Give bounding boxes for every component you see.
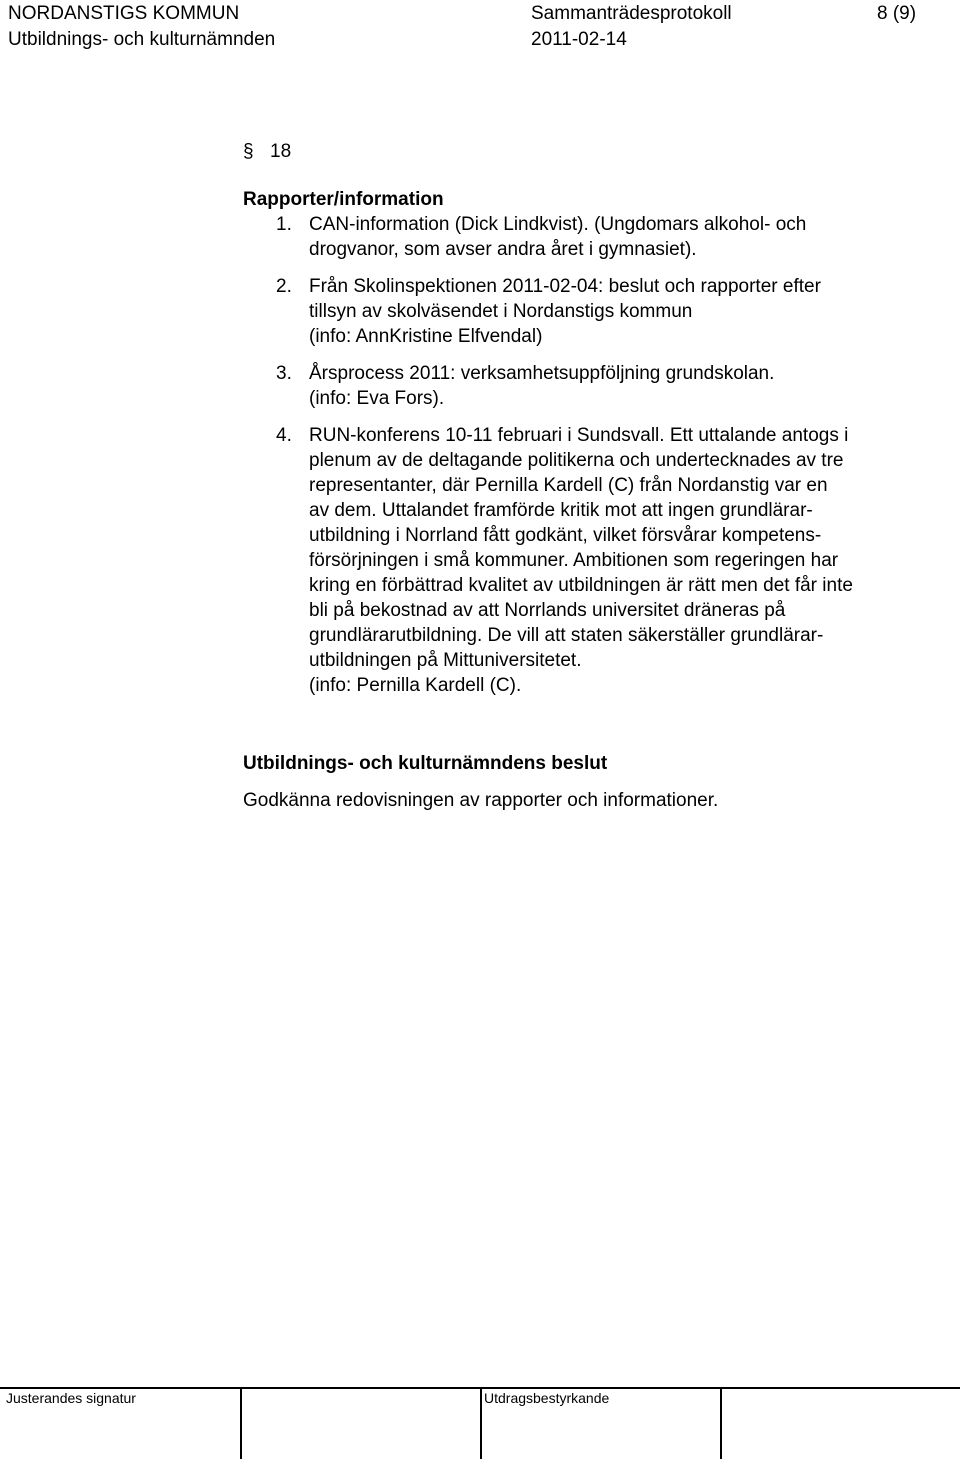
section-heading: Rapporter/information — [243, 189, 444, 210]
decision-text: Godkänna redovisningen av rapporter och informationer. — [243, 790, 719, 811]
header-committee: Utbildnings- och kulturnämnden — [8, 29, 276, 50]
item-line: drogvanor, som avser andra året i gymnasiet). — [309, 239, 697, 260]
header-page-number: 8 (9) — [877, 3, 917, 24]
item-line: försörjningen i små kommuner. Ambitionen som regeringen har — [309, 550, 839, 571]
header-org: NORDANSTIGS KOMMUN — [8, 3, 240, 24]
item-line: (info: Eva Fors). — [309, 388, 445, 409]
item-number: 1. — [276, 214, 292, 235]
footer-certified-label: Utdragsbestyrkande — [484, 1390, 610, 1406]
item-line: Från Skolinspektionen 2011-02-04: beslut och rapporter efter — [309, 276, 821, 297]
item-number: 4. — [276, 425, 292, 446]
item-line: representanter, där Pernilla Kardell (C) från Nordanstig var en — [309, 475, 828, 496]
item-line: CAN-information (Dick Lindkvist). (Ungdomars alkohol- och — [309, 214, 807, 235]
item-line: grundlärarutbildning. De vill att staten säkerställer grundlärar- — [309, 625, 824, 646]
footer-divider-2 — [480, 1387, 482, 1459]
item-line: (info: Pernilla Kardell (C). — [309, 675, 522, 696]
item-line: tillsyn av skolväsendet i Nordanstigs kommun — [309, 301, 693, 322]
item-line: Årsprocess 2011: verksamhetsuppföljning grundskolan. — [309, 363, 775, 384]
item-line: (info: AnnKristine Elfvendal) — [309, 326, 543, 347]
item-line: bli på bekostnad av att Norrlands universitet dräneras på — [309, 600, 786, 621]
section-number: 18 — [270, 141, 292, 162]
section-symbol: § — [243, 141, 254, 162]
item-line: plenum av de deltagande politikerna och undertecknades av tre — [309, 450, 844, 471]
decision-heading: Utbildnings- och kulturnämndens beslut — [243, 753, 608, 774]
footer-divider-1 — [240, 1387, 242, 1459]
footer-signature-label: Justerandes signatur — [6, 1390, 136, 1406]
header-doc-type: Sammanträdesprotokoll — [531, 3, 732, 24]
item-line: RUN-konferens 10-11 februari i Sundsvall. Ett uttalande antogs i — [309, 425, 849, 446]
item-line: utbildning i Norrland fått godkänt, vilket försvårar kompetens- — [309, 525, 822, 546]
item-number: 2. — [276, 276, 292, 297]
item-number: 3. — [276, 363, 292, 384]
footer-divider-3 — [720, 1387, 722, 1459]
item-line: av dem. Uttalandet framförde kritik mot att ingen grundlärar- — [309, 500, 813, 521]
item-line: kring en förbättrad kvalitet av utbildningen är rätt men det får inte — [309, 575, 853, 596]
item-line: utbildningen på Mittuniversitetet. — [309, 650, 582, 671]
header-date: 2011-02-14 — [531, 29, 627, 50]
